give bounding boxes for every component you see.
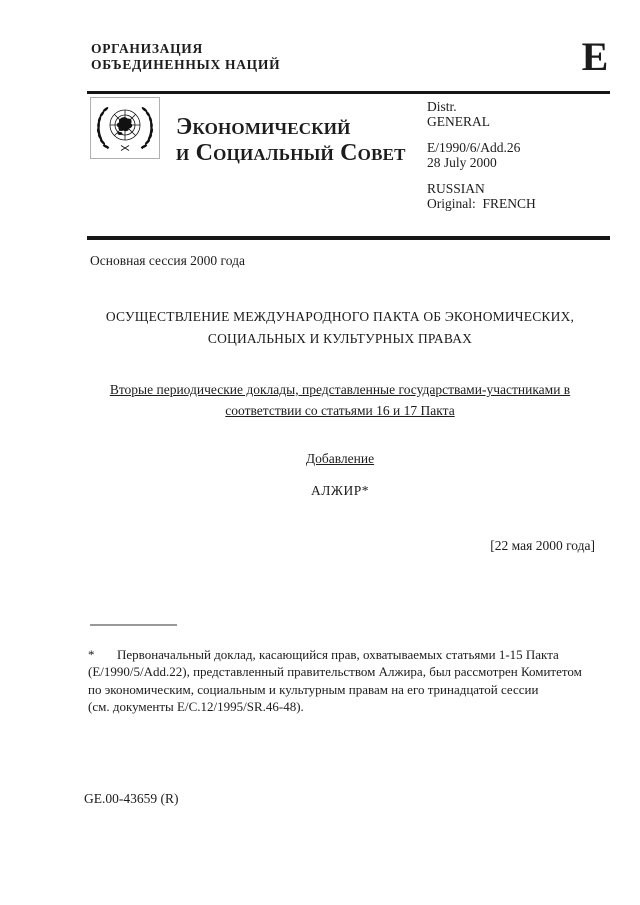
document-title — [85, 306, 595, 349]
document-subtitle — [85, 379, 595, 421]
country-heading: АЛЖИР* — [310, 483, 369, 498]
header-rule-bottom — [87, 236, 610, 240]
doc-language: RUSSIAN — [427, 181, 485, 196]
doc-date: 28 July 2000 — [427, 155, 497, 170]
distr-type: GENERAL — [427, 114, 490, 129]
distr-group — [427, 99, 536, 129]
un-emblem-box — [90, 97, 160, 159]
received-date: [22 мая 2000 года] — [490, 538, 595, 553]
org-name — [91, 41, 280, 73]
footnote-line2: (E/1990/5/Add.22), представленный правительством Алжира, был рассмотрен Комитетом — [88, 664, 582, 680]
footnote-line1: * Первоначальный доклад, касающийся прав, охватываемых статьями 1-15 Пакта — [88, 647, 559, 662]
footnote-separator — [90, 624, 177, 626]
language-group — [427, 181, 536, 211]
addendum-heading: Добавление — [305, 451, 375, 466]
distr-label: Distr. — [427, 99, 457, 114]
subtitle-line1: Вторые периодические доклады, представленные государствами-участниками в — [109, 382, 571, 397]
footnote — [88, 646, 582, 716]
org-name-line1: ОРГАНИЗАЦИЯ — [91, 41, 203, 56]
footnote-marker: * — [88, 647, 95, 662]
un-emblem-icon — [95, 102, 155, 154]
doc-symbol: E/1990/6/Add.26 — [427, 140, 521, 155]
org-name-line2: ОБЪЕДИНЕННЫХ НАЦИЙ — [91, 57, 281, 72]
council-name — [176, 114, 406, 166]
council-name-line1: Экономический — [176, 114, 351, 140]
header-rule-top — [87, 91, 610, 94]
distribution-block — [427, 99, 536, 222]
session-line: Основная сессия 2000 года — [90, 253, 245, 268]
footnote-line4: (см. документы E/C.12/1995/SR.46-48). — [88, 699, 304, 715]
subtitle-line2: соответствии со статьями 16 и 17 Пакта — [225, 403, 455, 418]
ge-document-number: GE.00-43659 (R) — [84, 791, 179, 806]
title-line1: ОСУЩЕСТВЛЕНИЕ МЕЖДУНАРОДНОГО ПАКТА ОБ ЭКОНОМИЧЕСКИХ, — [105, 309, 575, 324]
footnote-line3: по экономическим, социальным и культурным правам на его тринадцатой сессии — [88, 681, 539, 697]
title-line2: СОЦИАЛЬНЫХ И КУЛЬТУРНЫХ ПРАВАХ — [207, 330, 473, 346]
document-series-letter: E — [581, 34, 609, 79]
symbol-group — [427, 140, 536, 170]
doc-original-language: Original: FRENCH — [427, 196, 536, 211]
council-name-line2: и Социальный Совет — [176, 140, 406, 166]
